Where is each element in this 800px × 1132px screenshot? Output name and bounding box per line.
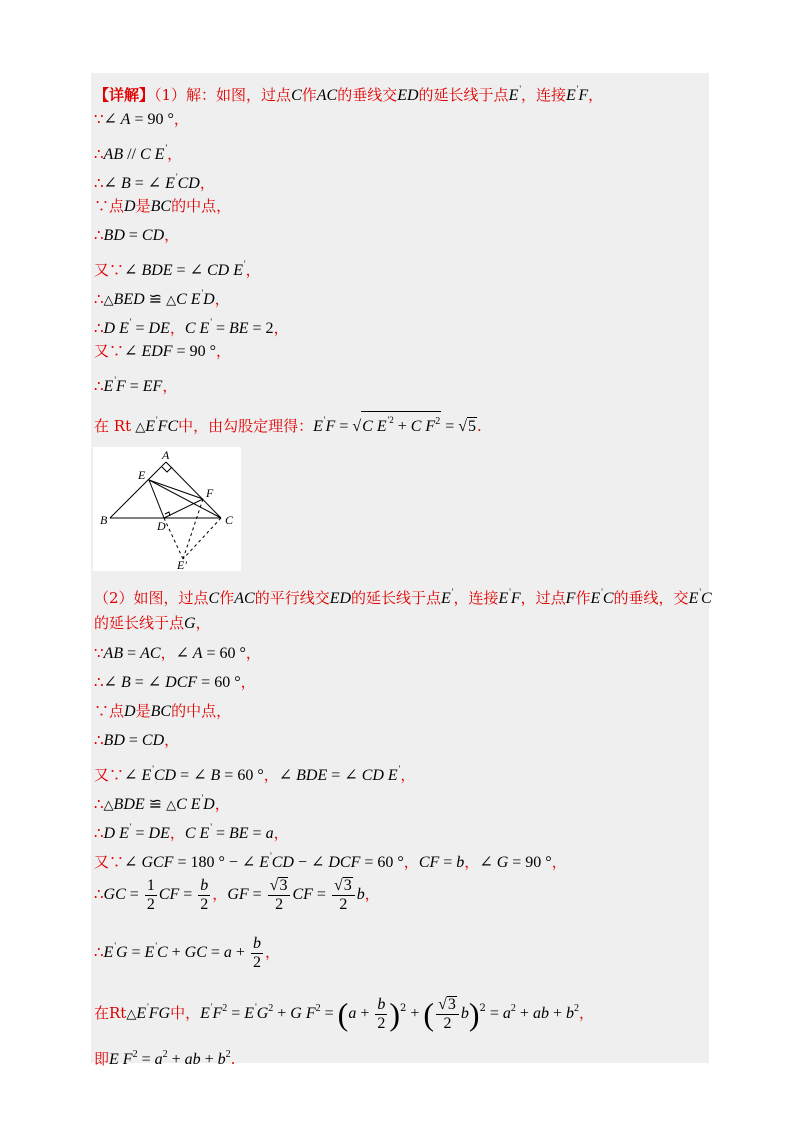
geometry-figure	[93, 447, 241, 571]
part2-line-12: ∴E'G = E'C + GC = a + $\frac{b}{2}$ ，	[94, 934, 280, 971]
part1-line-5: ∵点D是BC的中点，	[94, 197, 232, 215]
part2-line-13: 在Rt△E'FG中，$E'F^2 = E'G^2 + G$ $F^2 = (a$ + $\frac{b}{2}$ )$^2$ + ( $\frac{√3}{2}$ $b)^2 = a^2$ + ab + $b^2$，	[94, 995, 594, 1032]
part2-line-8: ∴△BDE ≌ △C E'D，	[94, 793, 230, 813]
solution-label: 【详解】	[94, 86, 155, 104]
part2-line-2: 的延长线于点G，	[94, 614, 211, 632]
part1-line-8: ∴△BED ≌ △C E'D，	[94, 288, 230, 308]
part2-line-9: ∴D E' = DE，C E' = BE = a，	[94, 822, 289, 842]
label-F: F	[206, 486, 214, 500]
part2-line-7: 又∵∠ E'CD = ∠ B = 60 °，∠ BDE = ∠ CD E'，	[94, 764, 416, 784]
label-E-prime: E'	[177, 558, 187, 571]
label-A: A	[162, 448, 170, 462]
part1-line-10: 又∵∠ EDF = 90 °，	[94, 342, 231, 360]
part2-line-11: ∴GC = $\frac{1}{2}$ CF = $\frac{b}{2}$ ，GF = $\frac{√3}{2}$ CF = $\frac{√3}{2}$ b，	[94, 876, 380, 913]
label-B: B	[100, 513, 108, 527]
label-D: D	[157, 519, 166, 533]
part1-line-7: 又∵∠ BDE = ∠ CD E'，	[94, 259, 261, 279]
label-C: C	[225, 513, 234, 527]
part2-line-5: ∵点D是BC的中点，	[94, 702, 232, 720]
part1-line-3: ∴AB // C E'，	[94, 143, 183, 163]
part2-line-14: 即E $F^2 = a^2$ + ab + $b^2$.	[94, 1049, 236, 1068]
part2-line-3: ∵AB = AC，∠ A = 60 °，	[94, 644, 261, 662]
part1-line-1: 【详解】（1）解：如图，过点C作AC的垂线交ED的延长线于点E'，连接E'F，	[94, 84, 604, 104]
label-E: E	[138, 468, 146, 482]
triangle-diagram	[93, 447, 241, 571]
part2-line-1: （2）如图，过点C作AC的平行线交ED的延长线于点E'，连接E'F，过点F作E'C的垂线，交E'C	[94, 587, 712, 607]
part2-line-10: 又∵∠ GCF = 180 ° − ∠ E'CD − ∠ DCF = 60 °，CF = b，∠ G = 90 °，	[94, 851, 567, 871]
part2-line-6: ∴BD = CD，	[94, 731, 180, 749]
part1-line-6: ∴BD = CD，	[94, 226, 180, 244]
part1-line-12: 在 Rt △E'FC中，由勾股定理得：E'F = √C $E^{'2} + C$ $F^2 = √5$.	[94, 410, 482, 438]
part1-line-9: ∴D E' = DE，C E' = BE = 2，	[94, 317, 289, 337]
part1-line-11: ∴E'F = EF，	[94, 375, 178, 395]
part1-line-4: ∴∠ B = ∠ E'CD，	[94, 172, 215, 192]
part1-line-2: ∵∠ A = 90 °，	[94, 110, 189, 128]
part2-line-4: ∴∠ B = ∠ DCF = 60 °，	[94, 673, 256, 691]
